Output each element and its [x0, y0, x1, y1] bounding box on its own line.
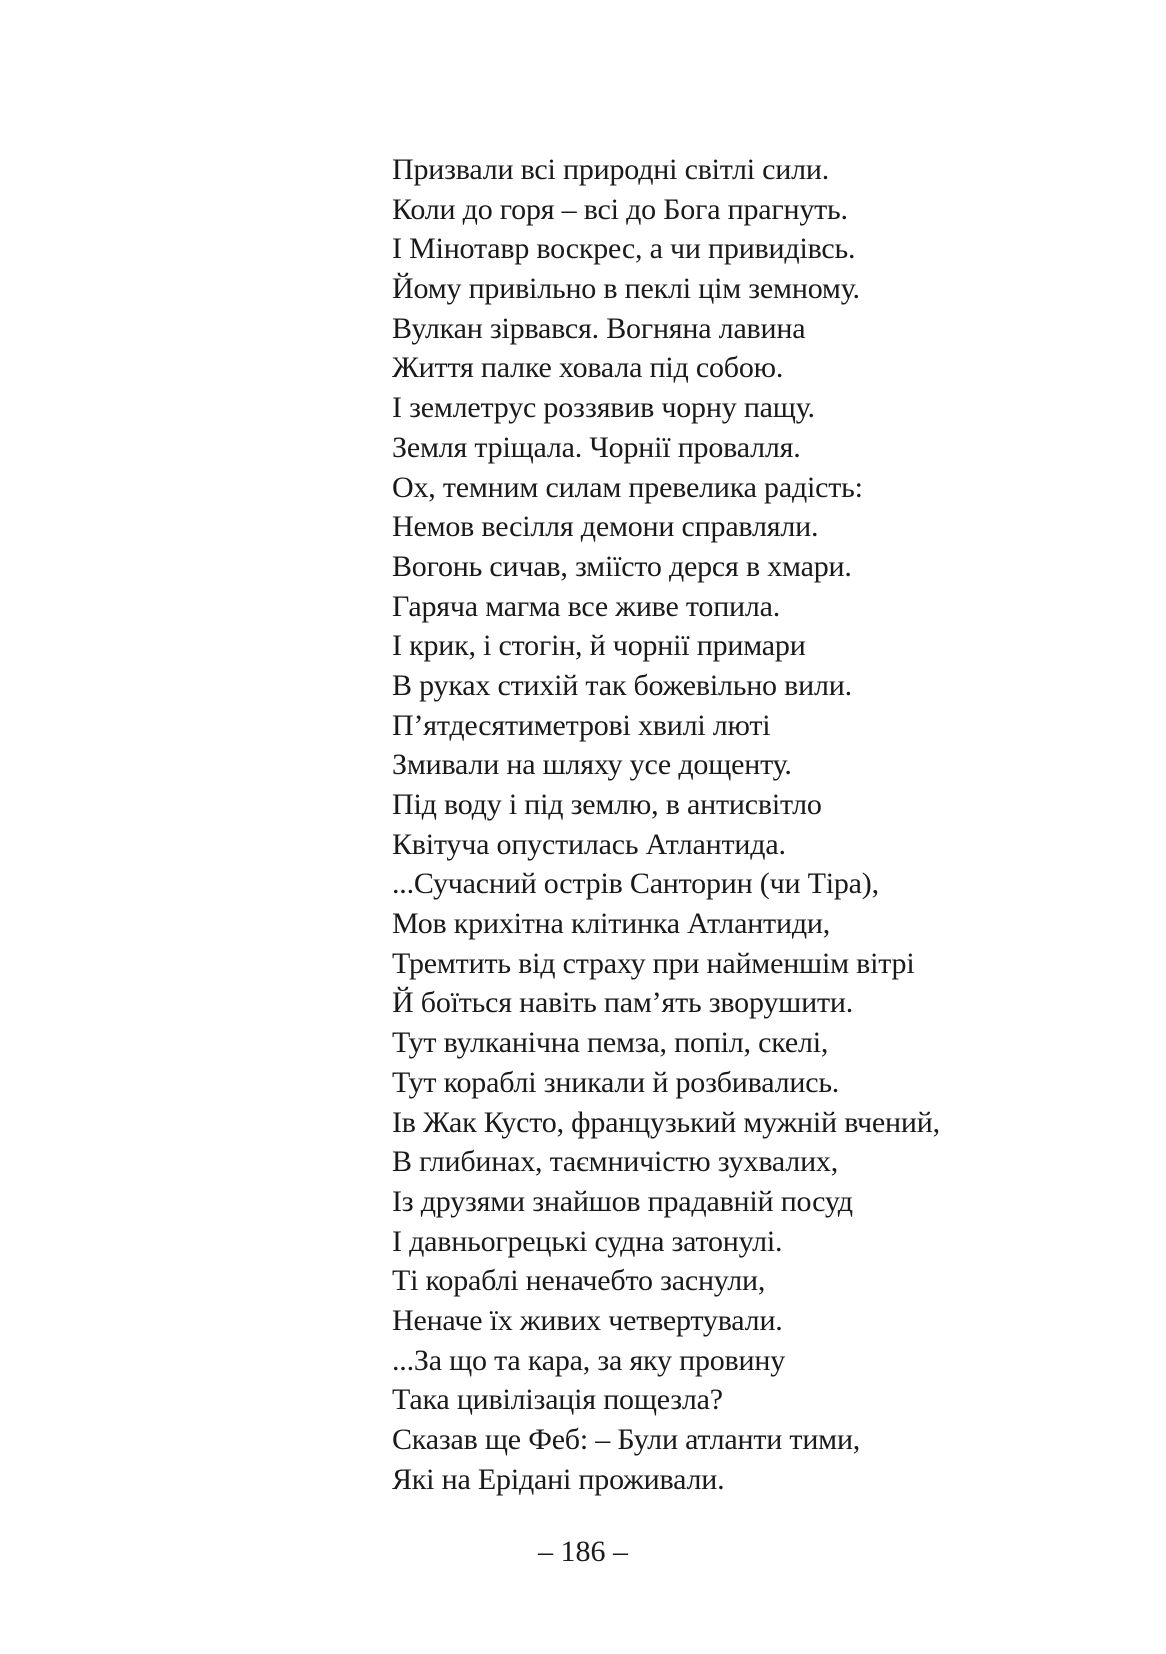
poem-line: ...Сучасний острів Санторин (чи Тіра), [392, 867, 879, 901]
poem-line: Ті кораблі неначебто заснули, [392, 1264, 766, 1298]
poem-line: В глибинах, таємничістю зухвалих, [392, 1145, 839, 1179]
poem-line: В руках стихій так божевільно вили. [392, 668, 852, 702]
poem-line: Й боїться навіть пам’ять зворушити. [392, 986, 854, 1020]
poem-line: І крик, і стогін, й чорнії примари [392, 629, 806, 663]
poem-line: Призвали всі природні світлі сили. [392, 153, 830, 186]
poem-line: Сказав ще Феб: – Були атланти тими, [392, 1423, 861, 1456]
poem-line: Гаряча магма все живе топила. [392, 589, 781, 623]
poem-line: ...За що та кара, за яку провину [392, 1343, 786, 1377]
poem-line: Тут вулканічна пемза, попіл, скелі, [392, 1026, 829, 1060]
poem-line: Вогонь сичав, зміїсто дерся в хмари. [392, 549, 852, 583]
poem-line: І землетрус роззявив чорну пащу. [392, 391, 815, 425]
poem-line: Ів Жак Кусто, французький мужній вчений, [392, 1105, 940, 1139]
poem-line: П’ятдесятиметрові хвилі люті [392, 708, 771, 742]
poem-line: Коли до горя – всі до Бога прагнуть. [392, 192, 848, 226]
poem-line: Тут кораблі зникали й розбивались. [392, 1065, 840, 1099]
poem-line: Немов весілля демони справляли. [392, 510, 819, 544]
poem-line: Які на Ерідані проживали. [392, 1462, 725, 1496]
poem-line: Неначе їх живих четвертували. [392, 1303, 783, 1337]
poem-line: Вулкан зірвався. Вогняна лавина [392, 311, 806, 345]
poem-line: Із друзями знайшов прадавній посуд [392, 1184, 853, 1218]
poem-line: Квітуча опустилась Атлантида. [392, 827, 786, 861]
poem-line: І давньогрецькі судна затонулі. [392, 1224, 783, 1258]
poem-line: Мов крихітна клітинка Атлантиди, [392, 907, 831, 941]
poem-line: Така цивілізація пощезла? [392, 1383, 723, 1417]
poem-line: Тремтить від страху при найменшім вітрі [392, 946, 915, 980]
poem-line: І Мінотавр воскрес, а чи привидівсь. [392, 232, 856, 266]
poem-line: Ох, темним силам превелика радість: [392, 470, 863, 504]
poem-line: Життя палке ховала під собою. [392, 351, 784, 385]
page-number: – 186 – [538, 1535, 628, 1568]
poem-text [392, 150, 1112, 1499]
poem-line: Йому привільно в пеклі цім земному. [392, 272, 860, 306]
poem-line: Під воду і під землю, в антисвітло [392, 788, 822, 821]
poem-line: Змивали на шляху усе дощенту. [392, 748, 792, 782]
poem-line: Земля тріщала. Чорнії провалля. [392, 430, 801, 464]
